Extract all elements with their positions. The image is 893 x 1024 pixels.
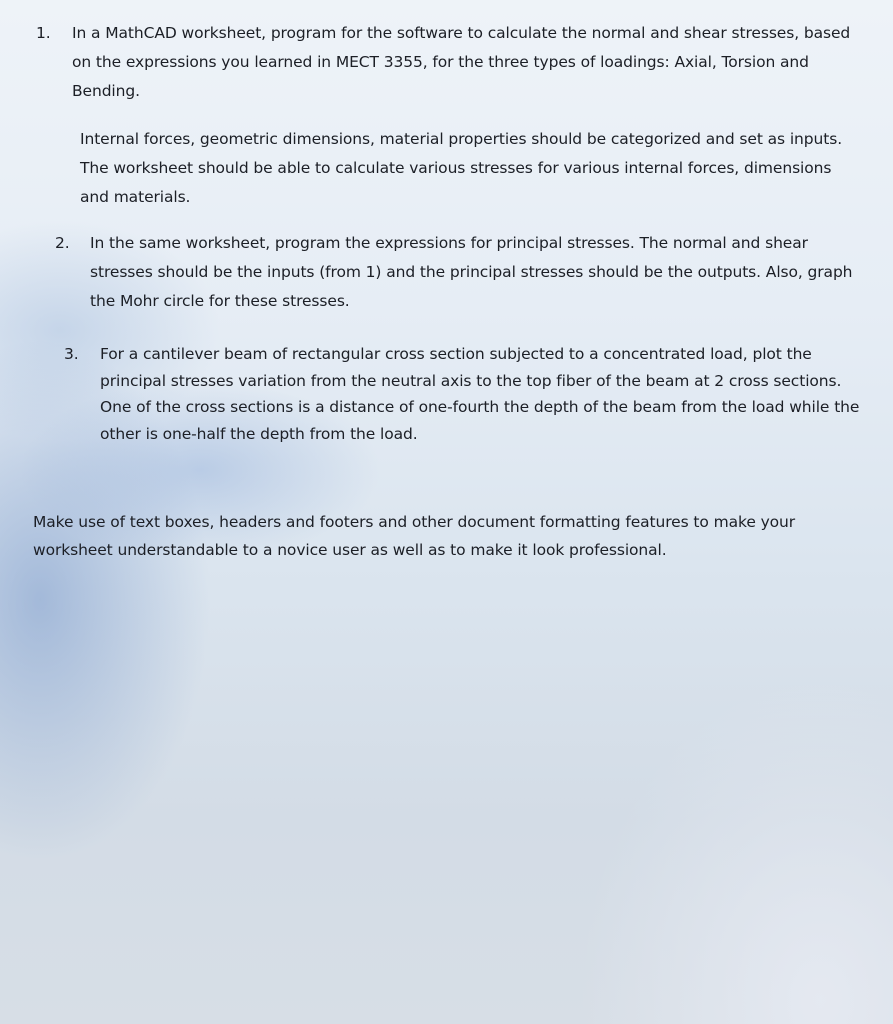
closing-paragraph-text: Make use of text boxes, headers and footers and other document formatting features to make your worksheet understandable to a novice user as well as to make it look professional. — [33, 513, 796, 559]
list-item-2-text: In the same worksheet, program the expressions for principal stresses. The normal and shear stresses should be the inputs (from 1) and the principal stresses should be the outputs. Also, graph the Mohr circle for these stresses. — [90, 234, 853, 310]
list-item-2-number: 2. — [55, 234, 70, 252]
list-item-3-text: For a cantilever beam of rectangular cross section subjected to a concentrated load, plot the principal stresses variation from the neutral axis to the top fiber of the beam at 2 cross sections. One of the cross sections is a distance of one-fourth the depth of the beam from the load while the other is one-half the depth from the load. — [100, 345, 860, 443]
list-item-3 — [64, 341, 864, 447]
closing-paragraph — [33, 508, 853, 564]
list-item-1-detail-text: Internal forces, geometric dimensions, material properties should be categorized and set as inputs. The worksheet should be able to calculate various stresses for various internal forces, dimensions and materials. — [80, 130, 843, 206]
list-item-1-text: In a MathCAD worksheet, program for the software to calculate the normal and shear stresses, based on the expressions you learned in MECT 3355, for the three types of loadings: Axial, Torsion and Bending. — [72, 24, 851, 100]
list-item-3-number: 3. — [64, 345, 79, 363]
list-item-1 — [36, 19, 872, 106]
list-item-1-detail — [80, 125, 860, 212]
list-item-2 — [55, 229, 855, 316]
list-item-1-number: 1. — [36, 24, 51, 42]
